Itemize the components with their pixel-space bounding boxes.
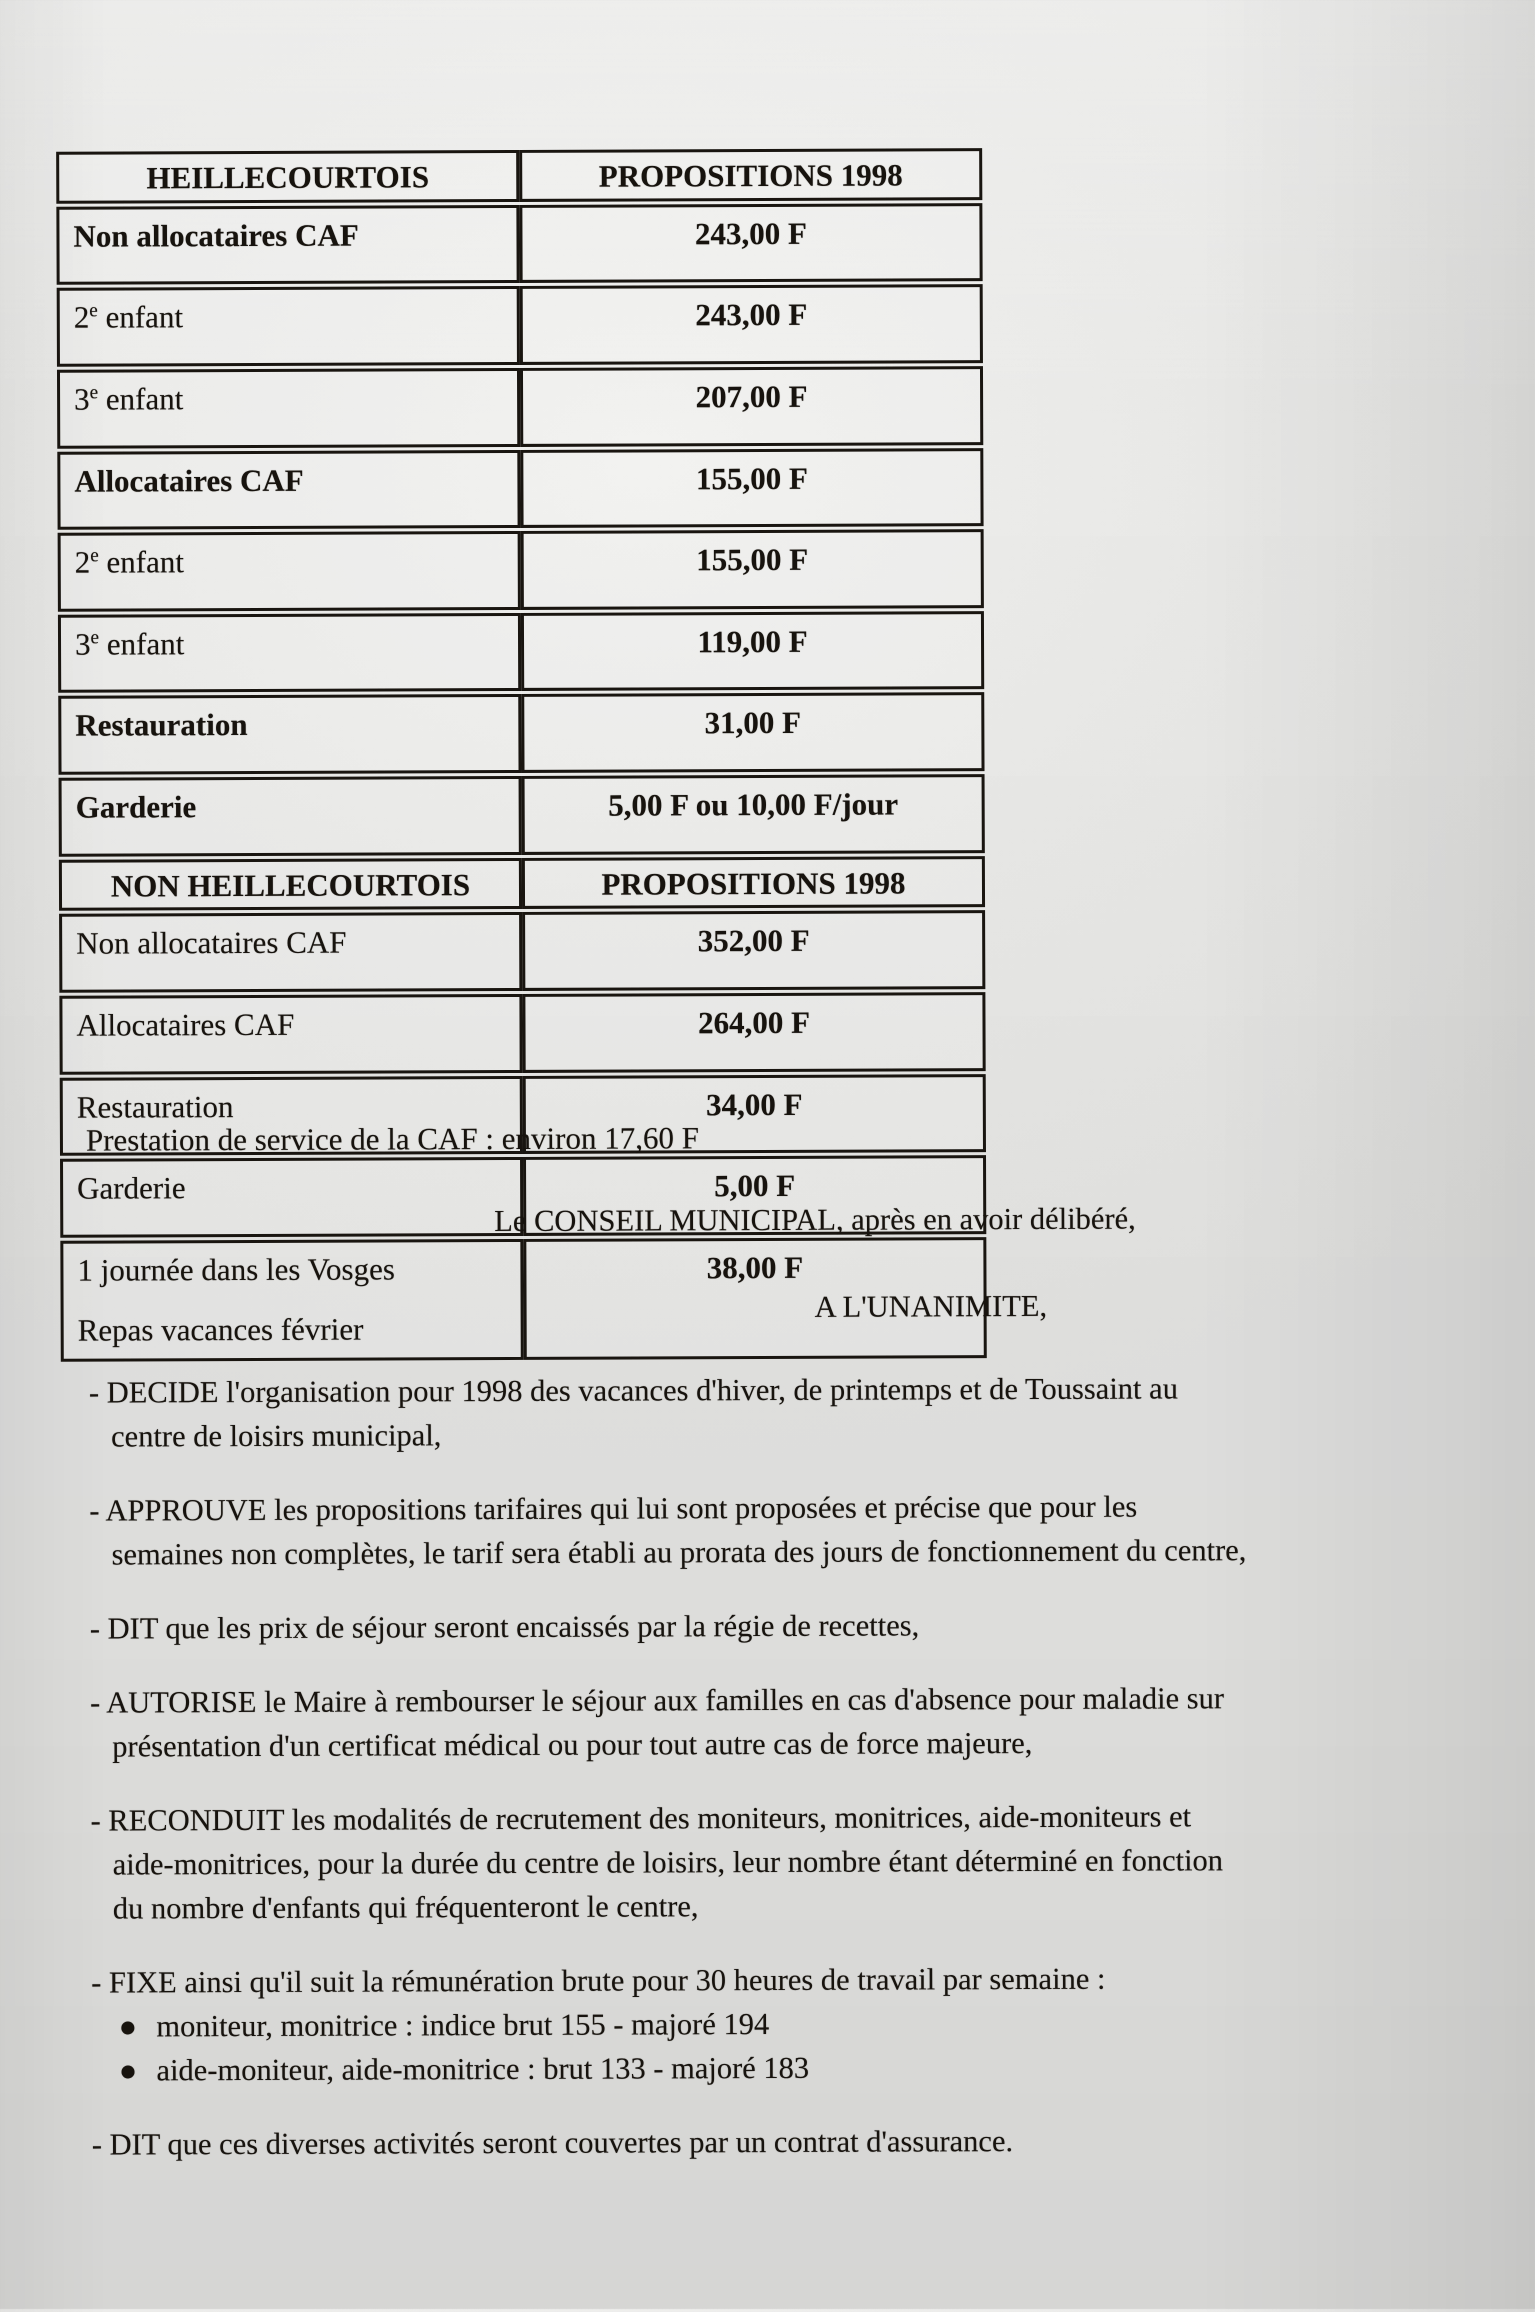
row-label-superscript: e <box>90 627 99 648</box>
decision-line: - DIT que les prix de séjour seront encaissés par la régie de recettes, <box>90 1602 1380 1651</box>
row-label: 3 <box>74 382 90 417</box>
section-title-cell: NON HEILLECOURTOIS <box>59 858 522 911</box>
table-row <box>57 448 983 530</box>
row-label-line2 <box>75 684 512 686</box>
row-value-cell: 119,00 F <box>521 611 984 691</box>
bullet-item <box>91 2000 1381 2049</box>
decision-line: centre de loisirs municipal, <box>89 1410 1379 1459</box>
table-row <box>56 203 982 285</box>
council-deliberation-line: Le CONSEIL MUNICIPAL, après en avoir délibéré, <box>494 1202 1136 1239</box>
bullet-text: aide-moniteur, aide-monitrice : brut 133 - majoré 183 <box>156 2051 809 2088</box>
decision-line: - DECIDE l'organisation pour 1998 des vacances d'hiver, de printemps et de Toussaint au <box>89 1366 1379 1415</box>
row-label-suffix: enfant <box>99 544 184 579</box>
caf-service-note: Prestation de service de la CAF : environ 17,60 F <box>86 1116 1386 1161</box>
row-label-cell <box>58 694 521 774</box>
row-value-cell: 5,00 F <box>523 1155 986 1235</box>
row-label: Garderie <box>76 789 197 824</box>
row-label-line2 <box>74 440 511 442</box>
bullet-dot-icon <box>121 2065 134 2078</box>
row-label-suffix: enfant <box>99 626 184 661</box>
row-label: Restauration <box>77 1089 234 1125</box>
row-value-cell: 243,00 F <box>519 203 982 283</box>
row-label-cell <box>57 450 520 530</box>
row-value-cell: 5,00 F ou 10,00 F/jour <box>522 774 985 854</box>
row-label-cell <box>60 1239 523 1362</box>
section-propositions-cell: PROPOSITIONS 1998 <box>522 856 985 909</box>
row-label-line2 <box>76 848 513 850</box>
row-label-cell <box>59 912 522 992</box>
row-label: 2 <box>75 545 91 580</box>
row-value-cell: 207,00 F <box>520 366 983 446</box>
row-value-cell: 264,00 F <box>522 992 985 1072</box>
decision-item <box>92 2118 1382 2167</box>
row-label-cell <box>57 368 520 448</box>
row-value-cell: 352,00 F <box>522 911 985 991</box>
table-row <box>58 693 984 775</box>
row-value-cell: 34,00 F <box>523 1074 986 1154</box>
row-label: Allocataires CAF <box>76 1007 294 1043</box>
tariff-table-body <box>56 148 987 1362</box>
row-label-suffix: enfant <box>98 300 183 335</box>
row-label-superscript: e <box>90 382 99 403</box>
bullet-item <box>91 2044 1381 2093</box>
row-label-superscript: e <box>89 301 98 322</box>
decision-item <box>90 1602 1380 1651</box>
row-label-line2 <box>76 766 513 768</box>
row-label-cell <box>56 205 519 285</box>
tariff-table <box>56 145 987 1365</box>
decision-line: semaines non complètes, le tarif sera établi au prorata des jours de fonctionnement du centre, <box>89 1528 1379 1577</box>
bullet-text: moniteur, monitrice : indice brut 155 - majoré 194 <box>156 2007 769 2043</box>
row-label-cell <box>57 286 520 366</box>
section-propositions-cell: PROPOSITIONS 1998 <box>519 148 982 201</box>
row-label-suffix: enfant <box>98 381 183 416</box>
row-label-cell <box>59 776 522 856</box>
row-label: 2 <box>74 300 90 335</box>
row-label-cell <box>59 994 522 1074</box>
table-row <box>57 366 983 448</box>
table-row <box>57 284 983 366</box>
row-label: Restauration <box>75 707 247 743</box>
table-row <box>59 911 985 993</box>
decision-item <box>90 1676 1380 1769</box>
decision-item <box>90 1794 1380 1931</box>
table-section-header-row <box>56 148 982 203</box>
row-label-line2 <box>75 521 512 523</box>
row-label-cell <box>58 531 521 611</box>
decision-line: - APPROUVE les propositions tarifaires qui lui sont proposées et précise que pour les <box>89 1484 1379 1533</box>
unanimity-line: A L'UNANIMITE, <box>815 1289 1048 1325</box>
row-value-cell: 31,00 F <box>521 693 984 773</box>
row-label-line2 <box>74 358 511 360</box>
row-label: Allocataires CAF <box>74 462 303 498</box>
row-label: Non allocataires CAF <box>76 925 346 961</box>
row-label: 1 journée dans les Vosges <box>77 1251 395 1287</box>
row-value-cell: 155,00 F <box>521 529 984 609</box>
decision-line: du nombre d'enfants qui fréquenteront le centre, <box>91 1882 1381 1931</box>
decision-line: présentation d'un certificat médical ou pour tout autre cas de force majeure, <box>90 1720 1380 1769</box>
row-label-line2 <box>77 1229 514 1231</box>
row-label-line2: Repas vacances février <box>78 1311 515 1348</box>
decision-line: - RECONDUIT les modalités de recrutement des moniteurs, monitrices, aide-moniteurs et <box>90 1794 1380 1843</box>
row-label-cell <box>58 613 521 693</box>
decision-line: - DIT que ces diverses activités seront couvertes par un contrat d'assurance. <box>92 2118 1382 2167</box>
row-label-cell <box>60 1157 523 1237</box>
table-row <box>59 992 985 1074</box>
decision-item <box>91 1956 1381 2093</box>
decision-item <box>89 1366 1379 1459</box>
decision-line: - FIXE ainsi qu'il suit la rémunération brute pour 30 heures de travail par semaine : <box>91 1956 1381 2005</box>
table-row <box>58 529 984 611</box>
bullet-dot-icon <box>121 2021 134 2034</box>
decision-item <box>89 1484 1379 1577</box>
decisions-list <box>89 1366 1382 2197</box>
section-title-cell: HEILLECOURTOIS <box>56 150 519 203</box>
row-label: Garderie <box>77 1171 186 1206</box>
table-row <box>59 774 985 856</box>
row-label-line2 <box>77 1066 514 1068</box>
decision-line: aide-monitrices, pour la durée du centre de loisirs, leur nombre étant déterminé en fonction <box>91 1838 1381 1887</box>
table-section-header-row <box>59 856 985 911</box>
table-row <box>58 611 984 693</box>
row-value-cell: 38,00 F <box>523 1237 986 1360</box>
row-label-line2 <box>74 276 511 278</box>
row-value-cell: 243,00 F <box>520 284 983 364</box>
row-label-superscript: e <box>90 545 99 566</box>
row-label-line2 <box>76 984 513 986</box>
row-label: 3 <box>75 626 91 661</box>
row-label: Non allocataires CAF <box>73 217 358 253</box>
row-label-line2 <box>75 603 512 605</box>
row-value-cell: 155,00 F <box>520 448 983 528</box>
decision-line: - AUTORISE le Maire à rembourser le séjour aux familles en cas d'absence pour maladie sur <box>90 1676 1380 1725</box>
